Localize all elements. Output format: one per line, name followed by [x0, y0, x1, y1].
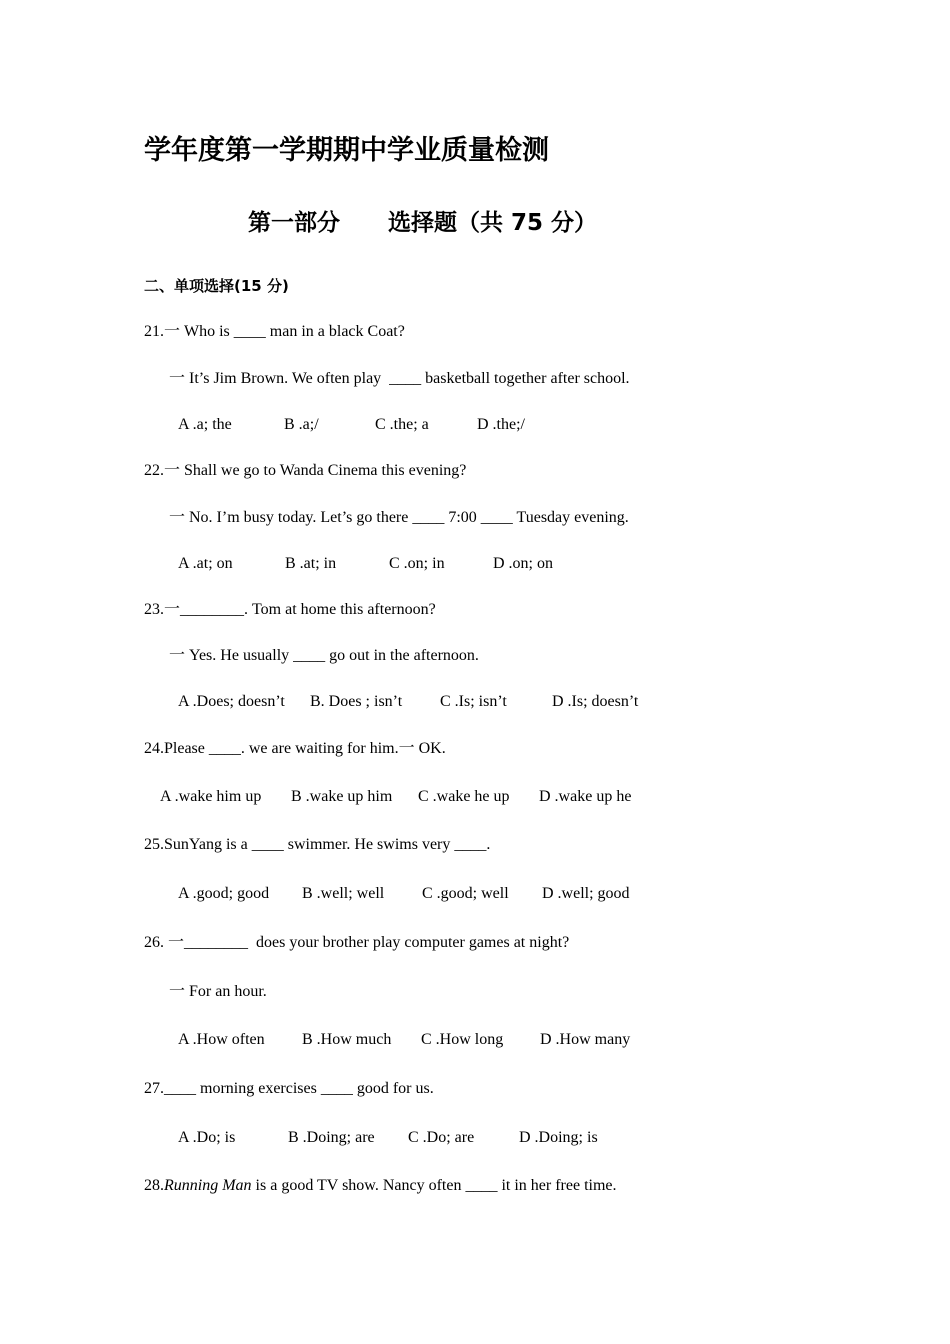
option-d: D .on; on [493, 555, 553, 572]
option-a: A .at; on [178, 555, 233, 572]
option-b: B .well; well [302, 885, 385, 902]
option-b: B. Does ; isn’t [310, 693, 403, 710]
question-27-stem: 27.____ morning exercises ____ good for us. [144, 1080, 434, 1097]
part-name: 第一部分 [248, 210, 340, 236]
option-d: D .Doing; is [519, 1129, 598, 1146]
option-d: D .well; good [542, 885, 630, 902]
part-heading [248, 205, 597, 241]
section-heading: 二、单项选择(15 分) [144, 277, 289, 295]
option-a: A .wake him up [160, 788, 262, 805]
option-c: C .How long [421, 1031, 504, 1048]
question-21-stem: 21.一 Who is ____ man in a black Coat? [144, 323, 405, 340]
option-d: D .wake up he [539, 788, 632, 805]
option-d: D .the;/ [477, 416, 525, 433]
option-c: C .the; a [375, 416, 429, 433]
option-b: B .wake up him [291, 788, 393, 805]
question-25-stem: 25.SunYang is a ____ swimmer. He swims very ____. [144, 836, 491, 853]
option-d: D .How many [540, 1031, 631, 1048]
question-21-reply: 一 It’s Jim Brown. We often play ____ basketball together after school. [169, 370, 630, 387]
option-b: B .a;/ [284, 416, 319, 433]
option-a: A .Do; is [178, 1129, 236, 1146]
option-d: D .Is; doesn’t [552, 693, 639, 710]
option-a: A .How often [178, 1031, 265, 1048]
option-a: A .Does; doesn’t [178, 693, 285, 710]
option-a: A .a; the [178, 416, 232, 433]
question-22-reply: 一 No. I’m busy today. Let’s go there ____ 7:00 ____ Tuesday evening. [169, 509, 629, 526]
option-b: B .at; in [285, 555, 337, 572]
option-c: C .Is; isn’t [440, 693, 507, 710]
option-a: A .good; good [178, 885, 270, 902]
question-23-reply: 一 Yes. He usually ____ go out in the afternoon. [169, 647, 479, 664]
option-c: C .good; well [422, 885, 509, 902]
question-28-text: is a good TV show. Nancy often ____ it in her free time. [251, 1177, 617, 1194]
show-title: Running Man [164, 1177, 252, 1194]
part-description: 选择题（共 75 分） [388, 210, 598, 236]
question-28-stem [144, 1176, 617, 1196]
question-28-number: 28. [144, 1177, 164, 1194]
option-c: C .Do; are [408, 1129, 475, 1146]
page-title: 学年度第一学期期中学业质量检测 [144, 135, 549, 166]
option-b: B .Doing; are [288, 1129, 375, 1146]
question-24-stem: 24.Please ____. we are waiting for him.一 OK. [144, 740, 446, 757]
option-c: C .on; in [389, 555, 445, 572]
question-26-stem: 26. 一________ does your brother play computer games at night? [144, 934, 570, 951]
question-26-reply: 一 For an hour. [169, 983, 267, 1000]
option-b: B .How much [302, 1031, 392, 1048]
question-23-stem: 23.一________. Tom at home this afternoon? [144, 601, 436, 618]
question-22-stem: 22.一 Shall we go to Wanda Cinema this evening? [144, 462, 467, 479]
option-c: C .wake he up [418, 788, 510, 805]
